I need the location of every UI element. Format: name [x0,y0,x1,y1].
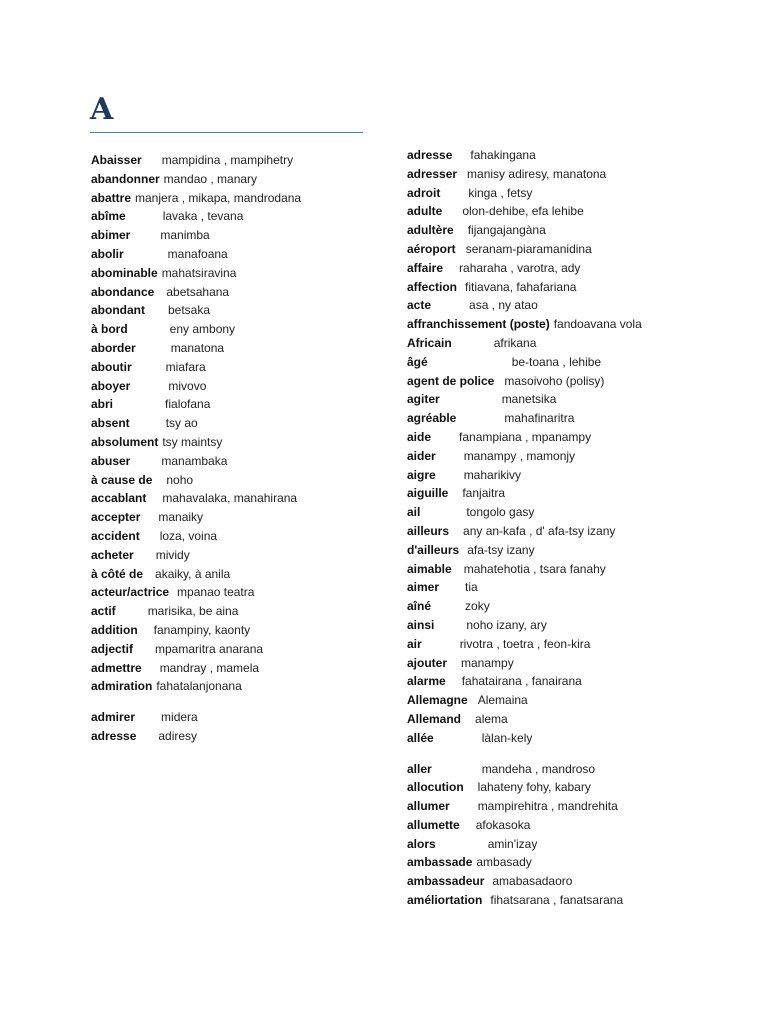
entry-term: admiration [91,679,153,694]
entry-translation: midera [161,710,198,725]
dictionary-entry [407,202,642,221]
entry-translation: fahakingana [470,148,536,162]
dictionary-entry [91,207,301,226]
dictionary-entry [407,778,642,797]
entry-term: ambassade [407,855,473,870]
entry-translation: mpamaritra anarana [155,641,264,656]
dictionary-entry [407,184,642,203]
entry-translation: rivotra , toetra , feon-kira [459,636,591,651]
entry-term: absolument [91,434,159,449]
dictionary-entry [407,466,642,485]
entry-term: abondant [91,303,145,318]
entry-term: allumer [407,799,450,814]
entry-term: aboyer [91,378,131,393]
entry-translation: mahavalaka, manahirana [162,491,298,506]
entry-term: affaire [407,260,444,275]
entry-term: accident [91,528,140,543]
dictionary-entry [91,301,301,320]
dictionary-entry [407,797,642,816]
entry-translation: mampidina , mampihetry [161,153,294,167]
entry-translation: mandray , mamela [159,660,260,675]
entry-translation: mividy [155,547,190,562]
entry-translation: tia [465,580,478,595]
entry-term: à côté de [91,566,144,581]
entry-translation: fitiavana, fahafariana [465,279,577,294]
entry-term: abondance [91,284,155,299]
entry-translation: manaiky [158,510,204,525]
entry-term: adjectif [91,641,134,656]
entry-translation: mahatehotia , tsara fanahy [463,561,606,576]
dictionary-entry [91,546,301,565]
entry-term: allocution [407,780,464,795]
entry-translation: manisy adiresy, manatona [467,166,607,181]
entry-translation: fialofana [165,397,211,412]
dictionary-entry [407,635,642,654]
entry-translation: mandao , manary [163,171,258,186]
entry-translation: olon-dehibe, efa lehibe [462,204,584,219]
dictionary-entry [91,565,301,584]
entry-term: acheter [91,547,134,562]
entry-term: allée [407,730,434,745]
entry-translation: manampy [461,655,514,670]
dictionary-entry [407,447,642,466]
entry-term: Africain [407,335,452,350]
entry-term: actif [91,604,116,619]
dictionary-entry [407,278,642,297]
entry-translation: fahatalanjonana [156,679,242,694]
entry-translation: lavaka , tevana [162,209,244,224]
entry-term: aimer [407,580,440,595]
entry-term: ainsi [407,617,435,632]
entry-translation: alema [475,711,508,726]
entry-translation: lahateny fohy, kabary [477,780,591,795]
right-column [407,146,642,910]
dictionary-entry [91,189,301,208]
dictionary-entry [407,259,642,278]
entry-term: abolir [91,246,124,261]
entry-term: aimable [407,561,452,576]
entry-translation: mahatsiravina [161,265,237,280]
entry-translation: manafoana [167,246,228,261]
dictionary-entry [407,522,642,541]
dictionary-entry [407,428,642,447]
dictionary-entry [91,727,301,746]
dictionary-entry [91,264,301,283]
dictionary-entry [91,677,301,696]
entry-term: aborder [91,340,136,355]
entry-translation: manampy , mamonjy [463,448,576,463]
entry-translation: Alemaina [477,693,528,708]
dictionary-entry [91,452,301,471]
entry-translation: loza, voina [159,528,218,543]
entry-term: alors [407,836,436,851]
dictionary-entry [407,872,642,891]
entry-gap [407,748,642,760]
dictionary-entry [91,471,301,490]
entry-term: air [407,636,422,651]
entry-term: adresse [91,728,137,743]
left-column [91,151,301,746]
entry-translation: afrikana [493,335,537,350]
entry-term: aller [407,761,432,776]
entry-term: âgé [407,354,428,369]
dictionary-entry [91,245,301,264]
entry-term: accablant [91,491,147,506]
entry-translation: zoky [465,599,490,614]
dictionary-entry [91,170,301,189]
entry-translation: any an-kafa , d' afa-tsy izany [463,523,616,538]
dictionary-entry [91,659,301,678]
entry-translation: manambaka [161,453,228,468]
entry-translation: manimba [160,228,210,243]
entry-term: admirer [91,710,136,725]
dictionary-entry [407,541,642,560]
dictionary-entry [407,760,642,779]
entry-translation: tongolo gasy [466,505,535,520]
entry-translation: manatona [170,340,225,355]
entry-translation: ambasady [476,855,532,870]
dictionary-entry [91,151,301,170]
entry-translation: mahafinaritra [504,411,575,426]
entry-translation: afa-tsy izany [467,542,535,557]
entry-translation: noho izany, ary [466,617,547,632]
entry-translation: eny ambony [169,322,236,337]
entry-term: accepter [91,510,141,525]
entry-translation: seranam-piaramanidina [465,241,592,256]
entry-translation: maharikivy [463,467,522,482]
dictionary-entry [91,640,301,659]
entry-term: aider [407,448,436,463]
entry-term: aide [407,429,432,444]
entry-translation: fandoavana vola [553,317,642,332]
entry-translation: mandeha , mandroso [481,761,596,776]
entry-term: aéroport [407,241,456,256]
entry-translation: amin'izay [487,836,538,851]
dictionary-entry [91,433,301,452]
entry-term: Abaisser [91,153,142,167]
heading-divider [90,132,363,133]
entry-term: addition [91,622,138,637]
entry-term: absent [91,416,130,431]
dictionary-entry [407,710,642,729]
dictionary-entry [407,409,642,428]
dictionary-entry [407,560,642,579]
dictionary-entry [407,221,642,240]
entry-translation: abetsahana [166,284,230,299]
dictionary-entry [407,240,642,259]
entry-translation: fanampiana , mpanampy [459,429,592,444]
entry-term: aîné [407,599,432,614]
entry-term: abominable [91,265,158,280]
dictionary-entry [91,602,301,621]
entry-term: adulte [407,204,443,219]
entry-term: affection [407,279,458,294]
dictionary-entry [407,597,642,616]
entry-translation: mivovo [168,378,207,393]
entry-translation: be-toana , lehibe [511,354,602,369]
entry-translation: fijangajangàna [467,223,546,238]
dictionary-entry [407,315,642,334]
dictionary-entry [91,414,301,433]
dictionary-entry [407,835,642,854]
entry-translation: fanampiny, kaonty [153,622,251,637]
section-letter-heading: A [90,92,114,127]
entry-term: aiguille [407,486,449,501]
entry-translation: làlan-kely [481,730,533,745]
entry-term: à cause de [91,472,153,487]
entry-term: admettre [91,660,142,675]
entry-term: ajouter [407,655,448,670]
entry-term: affranchissement (poste) [407,317,550,332]
entry-term: abîme [91,209,126,224]
dictionary-entry [91,621,301,640]
dictionary-entry [91,226,301,245]
dictionary-entry [407,390,642,409]
dictionary-entry [407,891,642,910]
entry-term: à bord [91,322,128,337]
entry-translation: fihatsarana , fanatsarana [490,893,624,908]
dictionary-entry [407,334,642,353]
entry-term: abimer [91,228,131,243]
dictionary-entry [91,489,301,508]
entry-term: améliortation [407,893,483,908]
dictionary-entry [407,672,642,691]
entry-term: adultère [407,223,454,238]
entry-translation: akaiky, à anila [155,566,231,581]
dictionary-entry [91,527,301,546]
dictionary-entry [91,358,301,377]
dictionary-entry [407,372,642,391]
entry-gap [91,696,301,708]
entry-term: acte [407,298,432,313]
entry-term: ail [407,505,421,520]
entry-term: adresser [407,166,458,181]
entry-term: aigre [407,467,436,482]
entry-translation: noho [166,472,194,487]
dictionary-entry [407,816,642,835]
dictionary-entry [407,146,642,165]
dictionary-entry [407,691,642,710]
entry-term: Allemand [407,711,462,726]
dictionary-entry [407,654,642,673]
entry-translation: betsaka [168,303,211,318]
entry-translation: manetsika [501,392,557,407]
entry-translation: afokasoka [475,817,531,832]
entry-term: ailleurs [407,523,450,538]
dictionary-entry [407,616,642,635]
dictionary-entry [407,503,642,522]
dictionary-entry [407,729,642,748]
entry-term: alarme [407,674,446,689]
entry-term: d'ailleurs [407,542,460,557]
entry-translation: tsy maintsy [162,434,223,449]
entry-translation: fanjaitra [462,486,506,501]
entry-translation: fahatairana , fanairana [461,674,582,689]
entry-term: abandonner [91,171,160,186]
entry-term: adresse [407,148,453,162]
dictionary-entry [407,853,642,872]
entry-translation: asa , ny atao [469,298,538,313]
dictionary-entry [91,583,301,602]
entry-term: allumette [407,817,460,832]
entry-term: aboutir [91,359,132,374]
entry-term: Allemagne [407,693,468,708]
entry-translation: miafara [165,359,206,374]
dictionary-entry [407,296,642,315]
entry-term: ambassadeur [407,874,485,889]
dictionary-entry [91,320,301,339]
entry-translation: raharaha , varotra, ady [459,260,581,275]
entry-term: adroit [407,185,441,200]
dictionary-entry [91,339,301,358]
dictionary-entry [407,165,642,184]
entry-term: acteur/actrice [91,585,170,600]
dictionary-entry [407,353,642,372]
dictionary-entry [91,708,301,727]
entry-translation: mpanao teatra [177,585,255,600]
entry-translation: marisika, be aina [147,604,239,619]
entry-term: abri [91,397,114,412]
entry-translation: tsy ao [165,416,198,431]
entry-translation: amabasadaoro [492,874,573,889]
entry-term: abattre [91,190,132,205]
entry-term: agent de police [407,373,495,388]
entry-translation: manjera , mikapa, mandrodana [135,190,302,205]
dictionary-entry [91,283,301,302]
entry-translation: adiresy [158,728,198,743]
dictionary-entry [91,395,301,414]
entry-term: agréable [407,411,457,426]
entry-term: agiter [407,392,440,407]
entry-translation: masoivoho (polisy) [504,373,605,388]
dictionary-entry [91,377,301,396]
dictionary-entry [91,508,301,527]
dictionary-entry [407,578,642,597]
entry-translation: mampirehitra , mandrehita [477,799,618,814]
entry-translation: kinga , fetsy [468,185,533,200]
entry-term: abuser [91,453,131,468]
dictionary-entry [407,484,642,503]
